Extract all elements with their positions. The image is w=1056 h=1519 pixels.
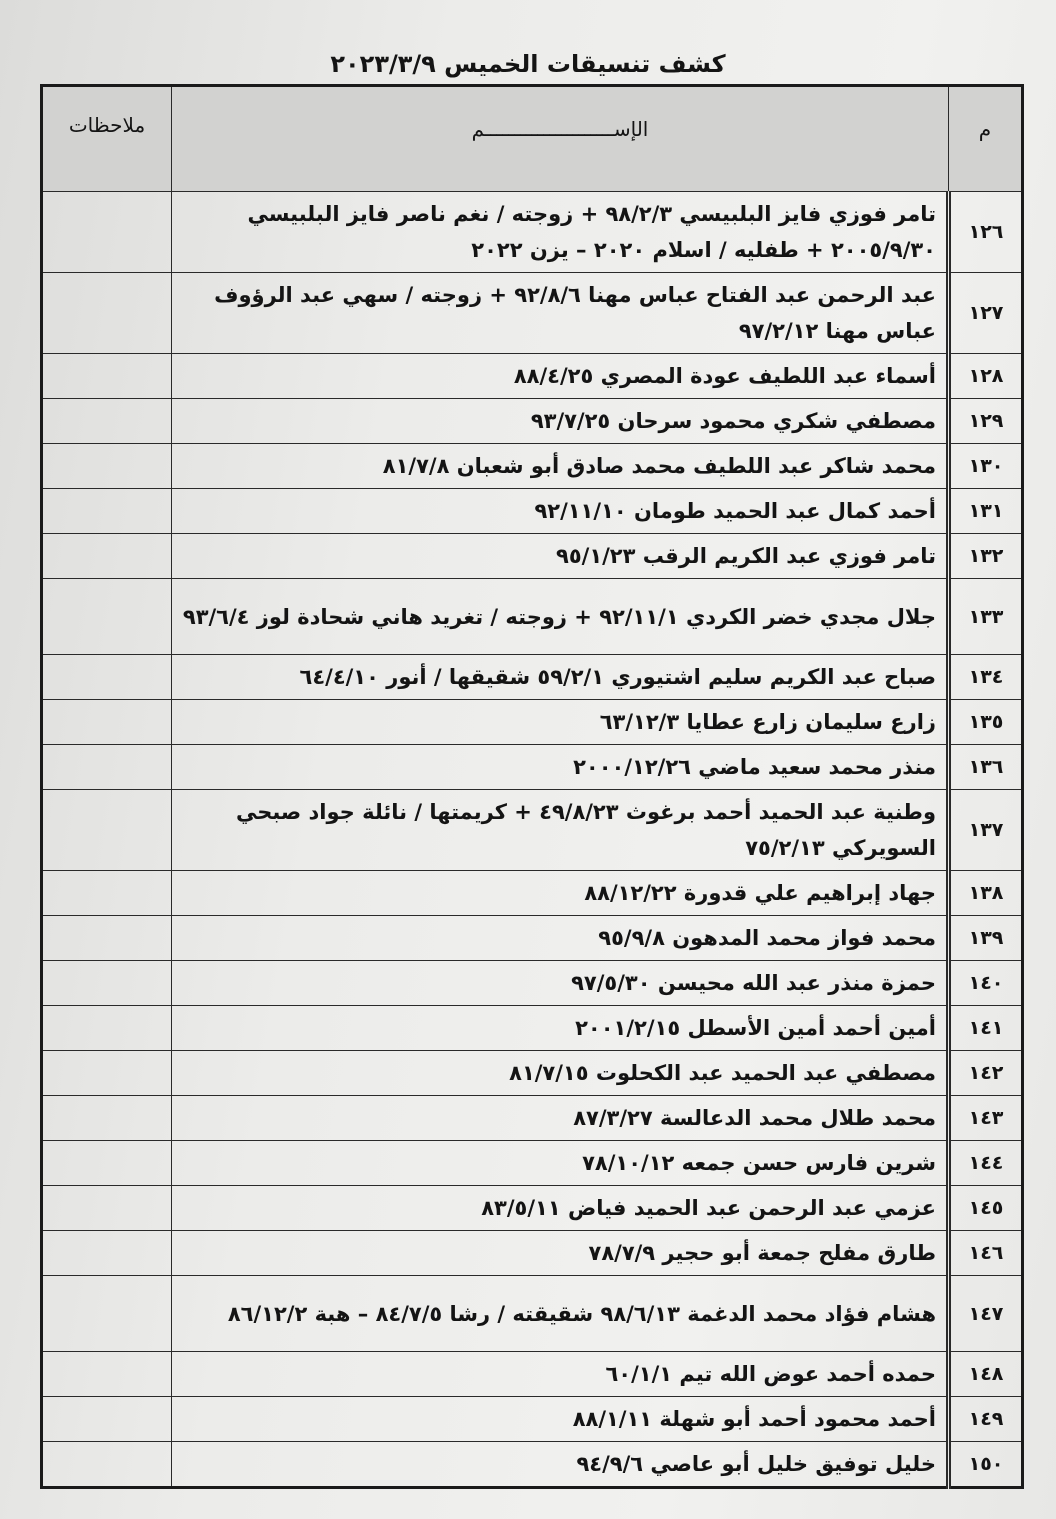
row-name: هشام فؤاد محمد الدغمة ٩٨/٦/١٣ شقيقته / رشا ٨٤/٧/٥ – هبة ٨٦/١٢/٢ [172,1276,949,1352]
row-notes [42,1141,172,1186]
table-row [42,1186,1023,1231]
row-name: جهاد إبراهيم علي قدورة ٨٨/١٢/٢٢ [172,871,949,916]
row-notes [42,1096,172,1141]
table-row [42,1442,1023,1488]
row-notes [42,700,172,745]
row-name: جلال مجدي خضر الكردي ٩٢/١١/١ + زوجته / تغريد هاني شحادة لوز ٩٣/٦/٤ [172,579,949,655]
row-number: ١٥٠ [949,1442,1023,1488]
row-number: ١٤٠ [949,961,1023,1006]
table-row [42,745,1023,790]
table-header-row [42,86,1023,192]
names-table [40,84,1024,1489]
row-number: ١٤٢ [949,1051,1023,1096]
row-number: ١٣٣ [949,579,1023,655]
row-notes [42,489,172,534]
table-row [42,916,1023,961]
row-number: ١٣٩ [949,916,1023,961]
row-name: أحمد كمال عبد الحميد طومان ٩٢/١١/١٠ [172,489,949,534]
row-name: وطنية عبد الحميد أحمد برغوث ٤٩/٨/٢٣ + كريمتها / نائلة جواد صبحي السويركي ٧٥/٢/١٣ [172,790,949,871]
row-notes [42,1276,172,1352]
row-number: ١٣١ [949,489,1023,534]
row-notes [42,916,172,961]
row-number: ١٢٧ [949,273,1023,354]
row-number: ١٤٣ [949,1096,1023,1141]
row-number: ١٣٠ [949,444,1023,489]
row-name: عبد الرحمن عبد الفتاح عباس مهنا ٩٢/٨/٦ + زوجته / سهي عبد الرؤوف عباس مهنا ٩٧/٢/١٢ [172,273,949,354]
table-row [42,1397,1023,1442]
row-notes [42,1186,172,1231]
row-number: ١٤١ [949,1006,1023,1051]
row-name: تامر فوزي فايز البلبيسي ٩٨/٢/٣ + زوجته / نغم ناصر فايز البلبيسي ٢٠٠٥/٩/٣٠ + طفليه / اسلام ٢٠٢٠ – يزن ٢٠٢٢ [172,192,949,273]
row-notes [42,444,172,489]
row-notes [42,273,172,354]
table-row [42,192,1023,273]
table-row [42,354,1023,399]
row-number: ١٣٥ [949,700,1023,745]
table-row [42,1141,1023,1186]
table-row [42,1231,1023,1276]
row-name: خليل توفيق خليل أبو عاصي ٩٤/٩/٦ [172,1442,949,1488]
header-name: الإســــــــــــــــــــــم [172,86,949,192]
row-name: تامر فوزي عبد الكريم الرقب ٩٥/١/٢٣ [172,534,949,579]
row-number: ١٣٨ [949,871,1023,916]
row-name: محمد شاكر عبد اللطيف محمد صادق أبو شعبان ٨١/٧/٨ [172,444,949,489]
row-name: مصطفي عبد الحميد عبد الكحلوت ٨١/٧/١٥ [172,1051,949,1096]
table-body [42,192,1023,1488]
row-name: حمزة منذر عبد الله محيسن ٩٧/٥/٣٠ [172,961,949,1006]
table-row [42,1006,1023,1051]
row-notes [42,399,172,444]
row-notes [42,192,172,273]
row-name: أحمد محمود أحمد أبو شهلة ٨٨/١/١١ [172,1397,949,1442]
row-number: ١٢٩ [949,399,1023,444]
row-number: ١٤٥ [949,1186,1023,1231]
row-notes [42,655,172,700]
row-notes [42,1442,172,1488]
table-row [42,1096,1023,1141]
table-row [42,700,1023,745]
row-notes [42,961,172,1006]
row-notes [42,579,172,655]
table-row [42,273,1023,354]
row-notes [42,1397,172,1442]
row-number: ١٣٧ [949,790,1023,871]
row-name: حمده أحمد عوض الله تيم ٦٠/١/١ [172,1352,949,1397]
row-notes [42,1352,172,1397]
row-name: محمد طلال محمد الدعالسة ٨٧/٣/٢٧ [172,1096,949,1141]
row-notes [42,745,172,790]
row-notes [42,354,172,399]
table-row [42,444,1023,489]
header-notes: ملاحظات [42,86,172,192]
row-number: ١٢٦ [949,192,1023,273]
table-row [42,871,1023,916]
table-row [42,1352,1023,1397]
row-name: زارع سليمان زارع عطايا ٦٣/١٢/٣ [172,700,949,745]
row-number: ١٤٨ [949,1352,1023,1397]
header-number: م [949,86,1023,192]
row-number: ١٣٦ [949,745,1023,790]
row-number: ١٤٦ [949,1231,1023,1276]
row-name: صباح عبد الكريم سليم اشتيوري ٥٩/٢/١ شقيقها / أنور ٦٤/٤/١٠ [172,655,949,700]
row-name: محمد فواز محمد المدهون ٩٥/٩/٨ [172,916,949,961]
row-name: عزمي عبد الرحمن عبد الحميد فياض ٨٣/٥/١١ [172,1186,949,1231]
row-number: ١٤٤ [949,1141,1023,1186]
table-row [42,534,1023,579]
row-name: مصطفي شكري محمود سرحان ٩٣/٧/٢٥ [172,399,949,444]
row-notes [42,1231,172,1276]
table-row [42,1051,1023,1096]
table-row [42,655,1023,700]
table-row [42,961,1023,1006]
row-name: شرين فارس حسن جمعه ٧٨/١٠/١٢ [172,1141,949,1186]
table-row [42,399,1023,444]
row-notes [42,534,172,579]
row-notes [42,871,172,916]
row-name: طارق مفلح جمعة أبو حجير ٧٨/٧/٩ [172,1231,949,1276]
page-title: كشف تنسيقات الخميس ٢٠٢٣/٣/٩ [330,50,726,78]
row-number: ١٤٧ [949,1276,1023,1352]
row-notes [42,790,172,871]
table-row [42,790,1023,871]
row-notes [42,1006,172,1051]
table-row [42,489,1023,534]
row-name: أمين أحمد أمين الأسطل ٢٠٠١/٢/١٥ [172,1006,949,1051]
row-name: أسماء عبد اللطيف عودة المصري ٨٨/٤/٢٥ [172,354,949,399]
row-number: ١٢٨ [949,354,1023,399]
table-row [42,1276,1023,1352]
row-number: ١٣٢ [949,534,1023,579]
row-number: ١٣٤ [949,655,1023,700]
row-name: منذر محمد سعيد ماضي ٢٠٠٠/١٢/٢٦ [172,745,949,790]
table-row [42,579,1023,655]
row-number: ١٤٩ [949,1397,1023,1442]
row-notes [42,1051,172,1096]
